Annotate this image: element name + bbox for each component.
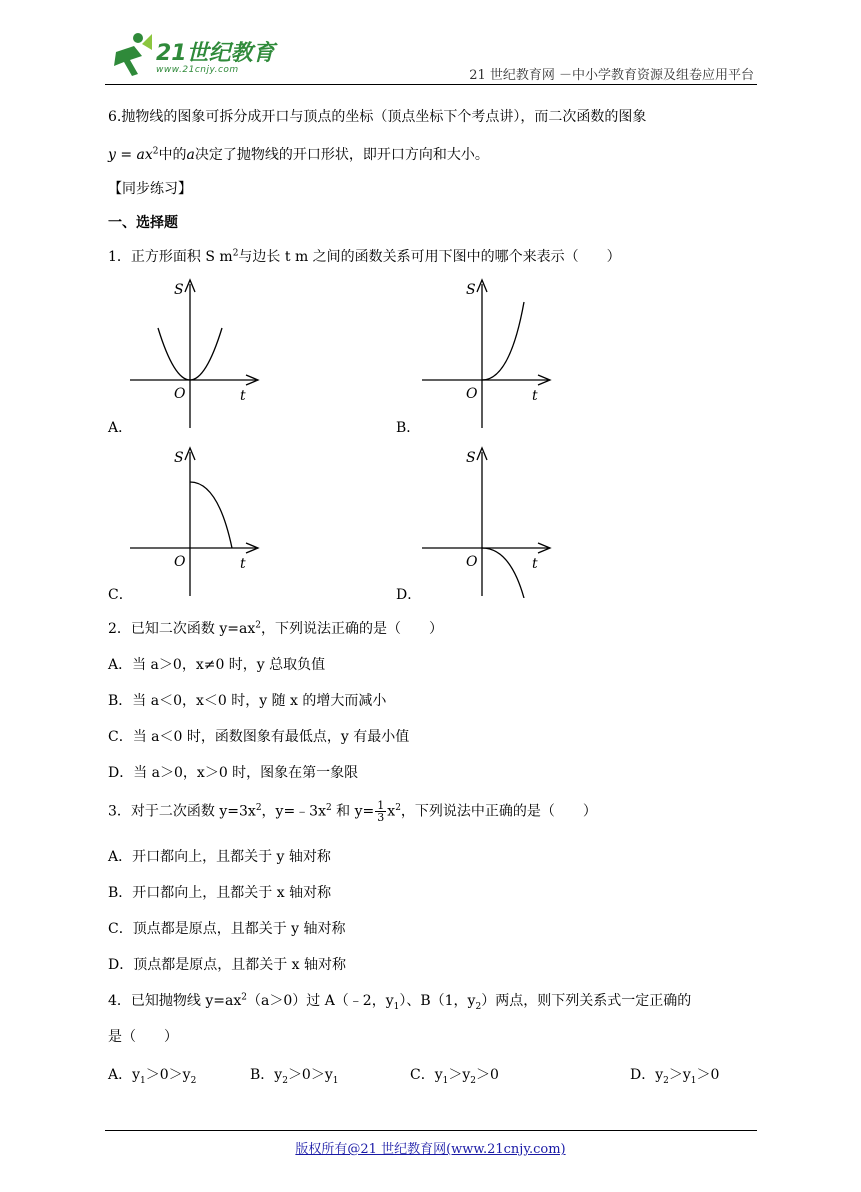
q3-stem	[108, 800, 597, 823]
graph-c-origin: O	[174, 554, 186, 570]
graph-c-y-label: S	[174, 450, 184, 466]
footer-divider	[105, 1130, 757, 1131]
q4-opt-b-s1: 2	[282, 1075, 288, 1086]
q4-option-d	[630, 1064, 719, 1084]
q4-opt-a-s1: 1	[140, 1075, 146, 1086]
q4-stem-b: （a＞0）过 A（﹣2，y	[246, 993, 394, 1009]
logo-text: 21世纪教育	[156, 41, 275, 66]
intro-line-1: 6.抛物线的图象可拆分成开口与顶点的坐标（顶点坐标下个考点讲），而二次函数的图象	[108, 109, 647, 125]
q3-option-b: B．开口都向上，且都关于 x 轴对称	[108, 885, 332, 901]
intro-line-2	[108, 144, 489, 164]
intro-formula: y = ax	[108, 147, 153, 163]
q4-opt-a-mid: ＞0＞y	[145, 1067, 191, 1083]
graph-c-curve	[190, 482, 232, 548]
q4-option-a	[108, 1064, 196, 1084]
q4-sub1: 1	[393, 1001, 400, 1012]
q3-exp2: 2	[326, 802, 332, 813]
q3-stem-c: 和 y=	[331, 803, 375, 820]
q3-exp1: 2	[255, 802, 262, 813]
graph-b-curve	[482, 302, 524, 380]
q2-exp: 2	[255, 620, 261, 631]
q2-stem-a: 2．已知二次函数 y=ax	[108, 621, 256, 637]
graph-c	[128, 442, 263, 598]
q1-stem	[108, 246, 621, 266]
intro-formula-exp: 2	[152, 146, 159, 157]
graph-b-y-label: S	[466, 282, 476, 298]
q1-option-b-label: B．	[396, 420, 421, 436]
q4-stem-c: ）、B（1，y	[399, 993, 476, 1009]
footer-copyright-link[interactable]: 版权所有@21 世纪教育网(www.21cnjy.com)	[295, 1142, 566, 1157]
q4-opt-b-prefix: B．y	[250, 1067, 283, 1083]
q2-stem	[108, 618, 443, 638]
q4-opt-c-tail: ＞0	[476, 1067, 499, 1083]
q3-frac-den: 3	[377, 811, 385, 824]
header-divider	[105, 84, 757, 85]
q4-opt-c-s1: 1	[442, 1075, 449, 1086]
q3-stem-a: 3．对于二次函数 y=3x	[108, 803, 256, 820]
q3-stem-d: x	[387, 803, 396, 820]
graph-b	[420, 274, 555, 430]
q1-exp: 2	[232, 248, 239, 259]
q3-stem-b: ，y=﹣3x	[261, 803, 326, 820]
q2-option-a: A．当 a＞0，x≠0 时，y 总取负值	[108, 657, 326, 673]
q4-sub2: 2	[475, 1001, 482, 1012]
q4-opt-d-tail: ＞0	[696, 1067, 720, 1083]
q2-option-c: C．当 a＜0 时，函数图象有最低点，y 有最小值	[108, 729, 410, 745]
graph-a-x-label: t	[240, 388, 246, 404]
q1-text-a: 1．正方形面积 S m	[108, 249, 233, 265]
q1-option-a-label: A．	[108, 420, 133, 436]
logo-url: www.21cnjy.com	[156, 65, 239, 75]
q4-opt-a-prefix: A．y	[108, 1067, 141, 1083]
q3-option-c: C．顶点都是原点，且都关于 y 轴对称	[108, 921, 346, 937]
graph-a	[128, 274, 263, 430]
q4-opt-b-s2: 1	[332, 1075, 339, 1086]
graph-d-origin: O	[466, 554, 478, 570]
runner-logo-icon	[108, 30, 154, 80]
q4-opt-c-s2: 2	[470, 1075, 477, 1086]
q1-text-b: 与边长 t m 之间的函数关系可用下图中的哪个来表示（ ）	[238, 249, 621, 265]
q3-frac-num: 1	[377, 799, 385, 812]
graph-d-x-label: t	[532, 556, 538, 572]
q2-stem-b: ，下列说法正确的是（ ）	[260, 621, 443, 637]
q4-opt-d-s1: 2	[663, 1075, 669, 1086]
q4-option-b	[250, 1064, 339, 1084]
q1-option-c-label: C．	[108, 587, 133, 603]
graph-c-x-label: t	[240, 556, 246, 572]
graph-a-origin: O	[174, 386, 186, 402]
q4-opt-d-mid: ＞y	[668, 1067, 691, 1083]
q4-opt-a-s2: 2	[190, 1075, 197, 1086]
graph-d-curve	[482, 548, 524, 598]
graph-b-x-label: t	[532, 388, 538, 404]
site-logo	[108, 30, 308, 82]
q4-stem-d: ）两点，则下列关系式一定正确的	[481, 993, 692, 1009]
intro-text-end: 决定了抛物线的开口形状，即开口方向和大小。	[194, 147, 489, 163]
q3-option-a: A．开口都向上，且都关于 y 轴对称	[108, 849, 331, 865]
section-sync: 【同步练习】	[108, 181, 192, 197]
q3-exp3: 2	[395, 802, 401, 813]
site-title: 21 世纪教育网 －中小学教育资源及组卷应用平台	[469, 68, 754, 83]
section-choice: 一、选择题	[108, 215, 178, 231]
q3-fraction	[375, 800, 386, 823]
q4-opt-d-prefix: D．y	[630, 1067, 664, 1083]
intro-var-a: a	[186, 147, 195, 163]
q4-option-c	[410, 1064, 499, 1084]
q4-exp: 2	[241, 992, 247, 1003]
q4-opt-b-mid: ＞0＞y	[287, 1067, 333, 1083]
graph-a-y-label: S	[174, 282, 184, 298]
q3-stem-e: ，下列说法中正确的是（ ）	[400, 803, 597, 820]
q4-opt-c-mid: ＞y	[448, 1067, 471, 1083]
q3-option-d: D．顶点都是原点，且都关于 x 轴对称	[108, 957, 347, 973]
q4-stem	[108, 990, 691, 1010]
graph-d	[420, 442, 555, 598]
q2-option-d: D．当 a＞0，x＞0 时，图象在第一象限	[108, 765, 359, 781]
q4-stem-a: 4．已知抛物线 y=ax	[108, 993, 242, 1009]
q4-opt-c-prefix: C．y	[410, 1067, 443, 1083]
graph-d-y-label: S	[466, 450, 476, 466]
q4-opt-d-s2: 1	[690, 1075, 697, 1086]
intro-text-mid: 中的	[158, 147, 187, 163]
q1-option-d-label: D．	[396, 587, 422, 603]
q4-stem-line2: 是（ ）	[108, 1029, 178, 1045]
q2-option-b: B．当 a＜0，x＜0 时，y 随 x 的增大而减小	[108, 693, 387, 709]
graph-b-origin: O	[466, 386, 478, 402]
